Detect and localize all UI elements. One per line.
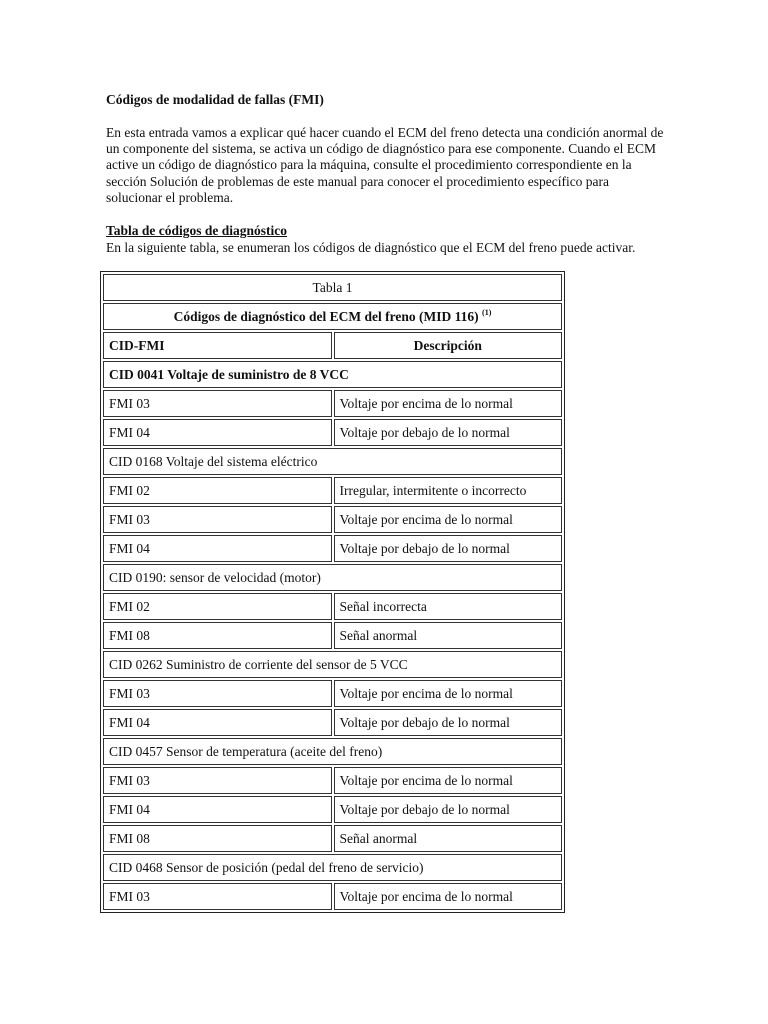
fmi-description: Irregular, intermitente o incorrecto xyxy=(334,477,563,504)
cid-group-row xyxy=(103,651,562,678)
fmi-description: Voltaje por encima de lo normal xyxy=(334,767,563,794)
fmi-code: FMI 04 xyxy=(103,535,332,562)
document-body xyxy=(106,91,666,256)
fmi-row xyxy=(103,477,562,504)
col-header-code: CID-FMI xyxy=(103,332,332,359)
table-caption: Tabla 1 xyxy=(103,274,562,301)
table-intro: En la siguiente tabla, se enumeran los códigos de diagnóstico que el ECM del freno puede activar. xyxy=(106,240,636,256)
fmi-row xyxy=(103,709,562,736)
cid-label: CID 0168 Voltaje del sistema eléctrico xyxy=(103,448,562,475)
cid-label: CID 0457 Sensor de temperatura (aceite del freno) xyxy=(103,738,562,765)
fmi-code: FMI 04 xyxy=(103,419,332,446)
fmi-description: Voltaje por encima de lo normal xyxy=(334,680,563,707)
fmi-code: FMI 04 xyxy=(103,709,332,736)
fmi-row xyxy=(103,680,562,707)
cid-group-row xyxy=(103,854,562,881)
col-header-description: Descripción xyxy=(334,332,563,359)
intro-paragraph: En esta entrada vamos a explicar qué hacer cuando el ECM del freno detecta una condición anormal de un componente del sistema, se activa un código de diagnóstico para ese componente. Cuando el ECM active un código de diagnóstico para la máquina, consulte el procedimiento correspondiente en la sección Solución de problemas de este manual para conocer el procedimiento específico para solucionar el problema. xyxy=(106,125,664,205)
fmi-row xyxy=(103,593,562,620)
cid-group-row xyxy=(103,361,562,388)
fmi-row xyxy=(103,883,562,910)
fmi-row xyxy=(103,506,562,533)
fmi-code: FMI 03 xyxy=(103,680,332,707)
fmi-code: FMI 08 xyxy=(103,825,332,852)
cid-group-row xyxy=(103,448,562,475)
cid-label: CID 0190: sensor de velocidad (motor) xyxy=(103,564,562,591)
fmi-description: Señal incorrecta xyxy=(334,593,563,620)
cid-group-row xyxy=(103,564,562,591)
fmi-code: FMI 02 xyxy=(103,477,332,504)
fmi-description: Voltaje por debajo de lo normal xyxy=(334,535,563,562)
fmi-row xyxy=(103,796,562,823)
table-title xyxy=(103,303,562,330)
cid-group-row xyxy=(103,738,562,765)
diagnostic-codes-table xyxy=(100,271,565,913)
cid-label: CID 0468 Sensor de posición (pedal del freno de servicio) xyxy=(103,854,562,881)
fmi-row xyxy=(103,825,562,852)
fmi-description: Señal anormal xyxy=(334,622,563,649)
fmi-description: Voltaje por encima de lo normal xyxy=(334,883,563,910)
fmi-description: Voltaje por encima de lo normal xyxy=(334,506,563,533)
fmi-description: Señal anormal xyxy=(334,825,563,852)
fmi-code: FMI 03 xyxy=(103,767,332,794)
page-title: Códigos de modalidad de fallas (FMI) xyxy=(106,92,324,107)
fmi-row xyxy=(103,419,562,446)
fmi-code: FMI 03 xyxy=(103,506,332,533)
table-heading: Tabla de códigos de diagnóstico xyxy=(106,223,288,239)
fmi-row xyxy=(103,535,562,562)
fmi-code: FMI 04 xyxy=(103,796,332,823)
fmi-row xyxy=(103,622,562,649)
fmi-description: Voltaje por debajo de lo normal xyxy=(334,709,563,736)
fmi-description: Voltaje por debajo de lo normal xyxy=(334,419,563,446)
cid-label: CID 0262 Suministro de corriente del sensor de 5 VCC xyxy=(103,651,562,678)
fmi-code: FMI 03 xyxy=(103,390,332,417)
fmi-code: FMI 08 xyxy=(103,622,332,649)
fmi-row xyxy=(103,390,562,417)
footnote-ref: (1) xyxy=(482,308,492,317)
table-title-text: Códigos de diagnóstico del ECM del freno (MID 116) xyxy=(173,309,479,324)
cid-label: CID 0041 Voltaje de suministro de 8 VCC xyxy=(103,361,562,388)
fmi-code: FMI 03 xyxy=(103,883,332,910)
fmi-description: Voltaje por debajo de lo normal xyxy=(334,796,563,823)
fmi-code: FMI 02 xyxy=(103,593,332,620)
fmi-row xyxy=(103,767,562,794)
fmi-description: Voltaje por encima de lo normal xyxy=(334,390,563,417)
